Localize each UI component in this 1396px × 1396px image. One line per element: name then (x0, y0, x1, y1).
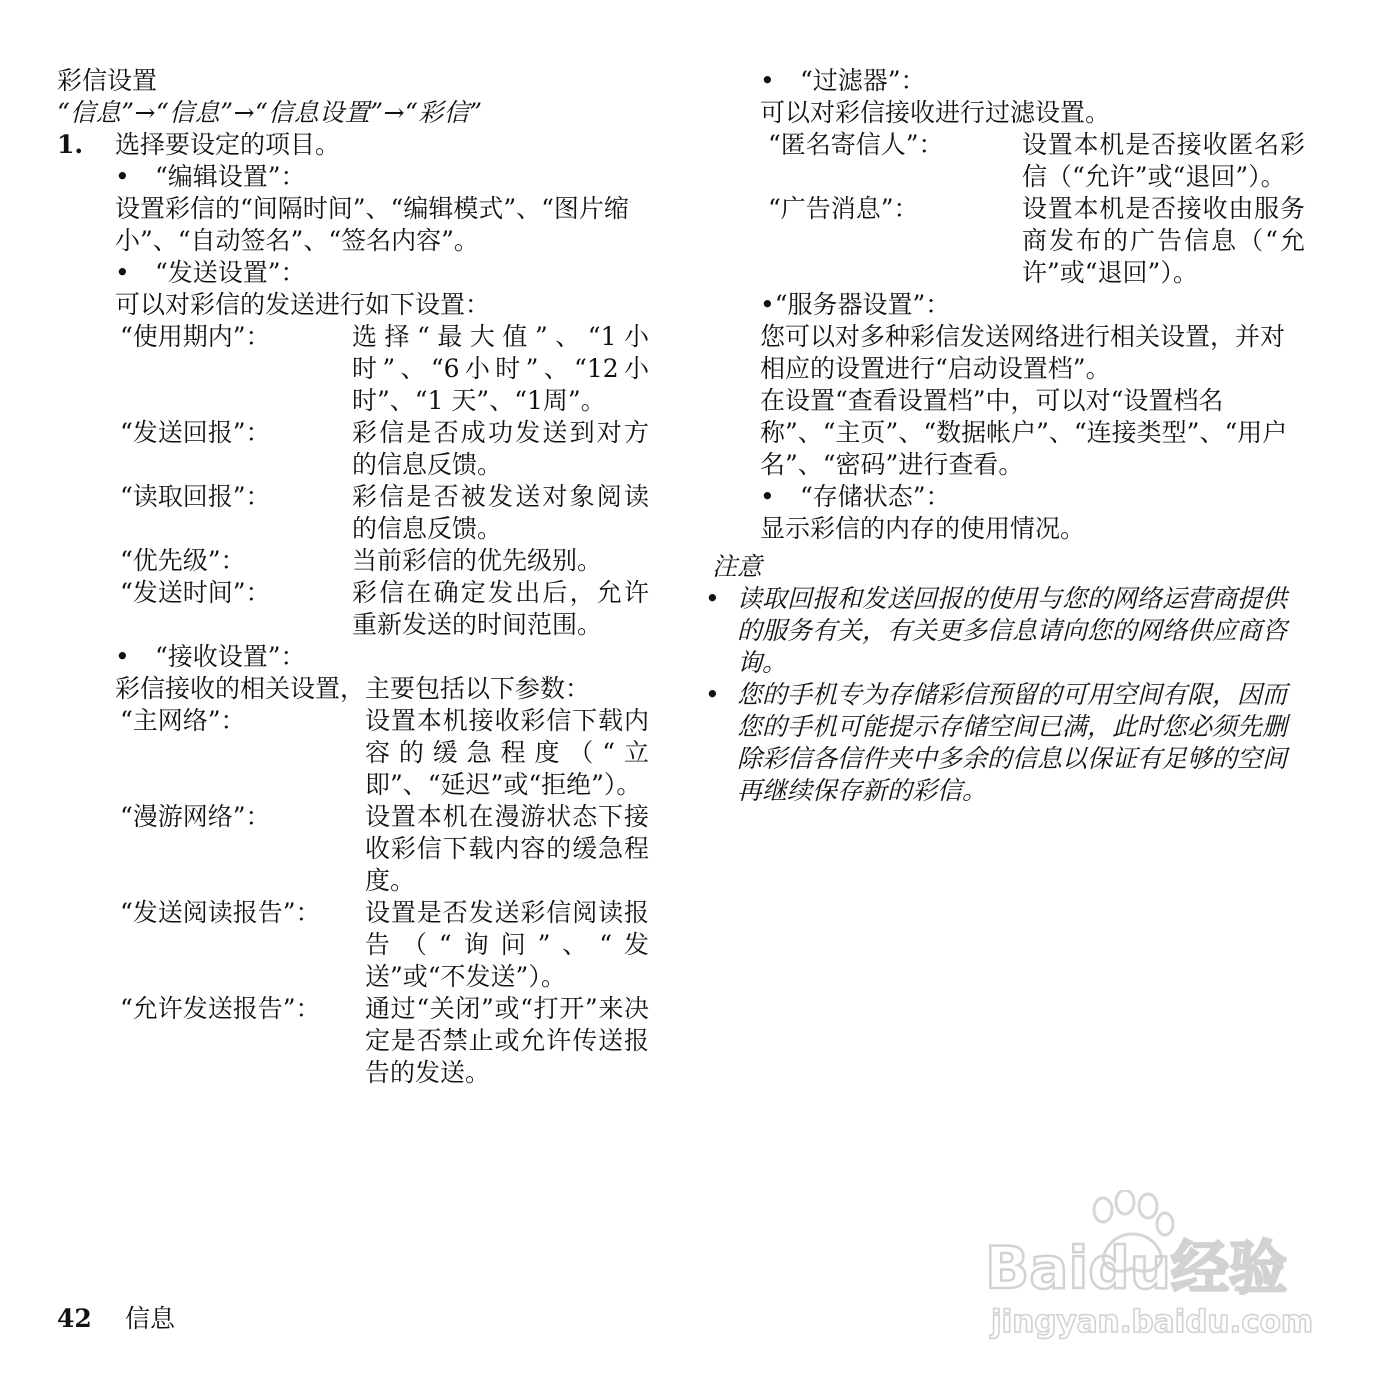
kv-key: “优先级”： (120, 546, 246, 575)
note-item (705, 583, 1305, 679)
kv-key: “允许发送报告”： (120, 994, 321, 1023)
recv-settings-desc: 彩信接收的相关设置，主要包括以下参数： (115, 674, 591, 703)
step-number: 1. (57, 130, 84, 159)
edit-settings-block (57, 161, 649, 257)
kv-row (115, 481, 649, 545)
kv-value: 设置本机是否接收由服务商发布的广告信息（“允 许”或“退回”）。 (1022, 194, 1305, 287)
kv-key: “发送时间”： (120, 578, 271, 607)
filter-desc: 可以对彩信接收进行过滤设置。 (760, 98, 1111, 127)
edit-settings-desc: 设置彩信的“间隔时间”、“编辑模式”、“图片缩小”、“自动签名”、“签名内容”。 (115, 194, 629, 255)
send-settings-heading: “发送设置”： (155, 258, 306, 287)
bullet-icon: • (115, 162, 130, 191)
kv-row (115, 321, 649, 417)
edit-settings-heading: “编辑设置”： (155, 162, 306, 191)
kv-row (115, 897, 649, 993)
kv-row (115, 545, 649, 577)
kv-row (115, 993, 649, 1089)
recv-settings-block (57, 641, 649, 1089)
filter-heading: “过滤器”： (800, 66, 926, 95)
kv-value: 当前彩信的优先级别。 (352, 546, 603, 575)
kv-row (115, 705, 649, 801)
filter-block (760, 65, 1305, 289)
kv-value: 彩信是否被发送对象阅读的信息反馈。 (352, 482, 649, 543)
bullet-icon: • (115, 642, 130, 671)
recv-settings-heading: “接收设置”： (155, 642, 306, 671)
bullet-heading (760, 481, 1305, 513)
kv-key: “漫游网络”： (120, 802, 271, 831)
bullet-icon: • (705, 680, 720, 709)
step-1 (57, 129, 649, 161)
right-column (705, 65, 1305, 807)
bullet-icon: • (115, 258, 130, 287)
send-settings-desc: 可以对彩信的发送进行如下设置： (115, 290, 491, 319)
kv-row (115, 801, 649, 897)
baidu-jingyan-watermark (985, 1190, 1315, 1340)
storage-block (760, 481, 1305, 545)
note-text: 读取回报和发送回报的使用与您的网络运营商提供的服务有关，有关更多信息请向您的网络供应商咨询。 (737, 584, 1288, 677)
storage-heading: “存储状态”： (800, 482, 951, 511)
menu-path: “信息”→“信息”→“信息设置”→“彩信” (57, 98, 483, 127)
kv-key: “读取回报”： (120, 482, 271, 511)
note-text: 您的手机专为存储彩信预留的可用空间有限，因而您的手机可能提示存储空间已满，此时您必须先删除彩信各信件夹中多余的信息以保证有足够的空间再继续保存新的彩信。 (737, 680, 1288, 805)
bullet-heading (760, 289, 1305, 321)
server-heading: “服务器设置”： (774, 290, 951, 319)
send-settings-block (57, 257, 649, 641)
kv-row (760, 129, 1305, 193)
kv-key: “发送回报”： (120, 418, 271, 447)
kv-value: 设置本机是否接收匿名彩信（“允许”或“退回”）。 (1022, 130, 1305, 191)
note-block (705, 551, 1305, 807)
kv-row (115, 577, 649, 641)
left-column (57, 65, 649, 1089)
storage-desc: 显示彩信的内存的使用情况。 (760, 514, 1086, 543)
bullet-icon: • (760, 66, 775, 95)
page-footer (57, 1303, 175, 1335)
bullet-heading (115, 257, 649, 289)
server-desc-2: 在设置“查看设置档”中，可以对“设置档名称”、“主页”、“数据帐户”、“连接类型”、“用户名”、“密码”进行查看。 (760, 386, 1288, 479)
bullet-icon: • (760, 290, 775, 319)
bullet-heading (760, 65, 1305, 97)
footer-label: 信息 (125, 1304, 176, 1333)
kv-value: 选择“最大值”、“1小时”、“6小时”、“12小时”、“1 天”、“1周”。 (352, 322, 649, 415)
kv-row (760, 193, 1305, 289)
bullet-icon: • (760, 482, 775, 511)
kv-value: 彩信是否成功发送到对方的信息反馈。 (352, 418, 649, 479)
server-desc-1: 您可以对多种彩信发送网络进行相关设置，并对相应的设置进行“启动设置档”。 (760, 322, 1286, 383)
note-item (705, 679, 1305, 807)
bullet-heading (115, 161, 649, 193)
watermark-url: jingyan.baidu.com (991, 1304, 1314, 1340)
kv-value: 通过“关闭”或“打开”来决定是否禁止或允许传送报告的发送。 (365, 994, 649, 1087)
kv-value: 彩信在确定发出后，允许重新发送的时间范围。 (352, 578, 649, 639)
kv-row (115, 417, 649, 481)
kv-value: 设置本机接收彩信下载内容的缓急程度（“立即”、“延迟”或“拒绝”）。 (365, 706, 649, 799)
bullet-icon: • (705, 584, 720, 613)
kv-key: “广告消息”： (768, 194, 919, 223)
kv-key: “匿名寄信人”： (768, 130, 944, 159)
watermark-brand: Baidu经验 (985, 1234, 1288, 1302)
section-title: 彩信设置 (57, 66, 158, 95)
kv-key: “发送阅读报告”： (120, 898, 321, 927)
kv-key: “使用期内”： (120, 322, 271, 351)
server-block (760, 289, 1305, 481)
note-title: 注意 (712, 552, 763, 581)
page-number: 42 (57, 1304, 92, 1333)
kv-value: 设置本机在漫游状态下接收彩信下载内容的缓急程度。 (365, 802, 649, 895)
kv-value: 设置是否发送彩信阅读报告（“询问”、“发送”或“不发送”）。 (365, 898, 649, 991)
step-text: 选择要设定的项目。 (115, 130, 341, 159)
bullet-heading (115, 641, 649, 673)
kv-key: “主网络”： (120, 706, 246, 735)
